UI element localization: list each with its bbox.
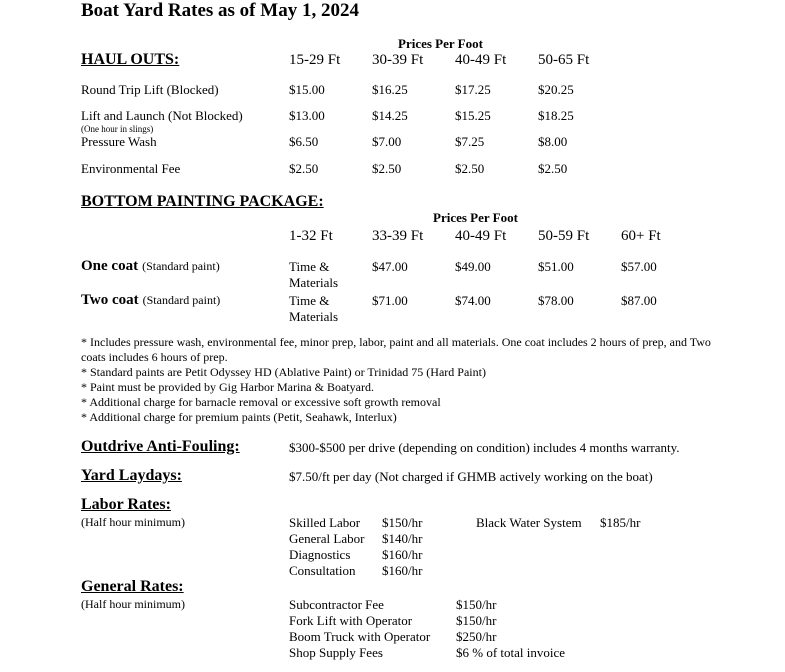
bottom-painting-col-header: 50-59 Ft — [538, 228, 590, 244]
laydays-heading: Yard Laydays: — [81, 467, 182, 484]
bottom-painting-cell: $47.00 — [372, 259, 408, 274]
bottom-painting-cell: $78.00 — [538, 293, 574, 308]
general-item-label: Subcontractor Fee — [289, 597, 384, 612]
note-item: * Includes pressure wash, environmental fee, minor prep, labor, paint and all materials. One coat includes 2 hours of prep, and Two coats includes 6 hours of prep. — [81, 335, 711, 364]
bottom-painting-prices-per-foot: Prices Per Foot — [433, 210, 518, 225]
haul-outs-prices-per-foot: Prices Per Foot — [398, 36, 483, 51]
haul-outs-cell: $16.25 — [372, 82, 408, 97]
haul-outs-cell: $2.50 — [538, 161, 568, 176]
haul-outs-cell: $15.25 — [455, 108, 491, 123]
page-title: Boat Yard Rates as of May 1, 2024 — [81, 0, 359, 21]
haul-outs-col-header: 50-65 Ft — [538, 52, 590, 68]
bottom-painting-cell: $57.00 — [621, 259, 657, 274]
bottom-painting-heading: BOTTOM PAINTING PACKAGE: — [81, 193, 324, 210]
bottom-painting-col-header: 60+ Ft — [621, 228, 661, 244]
note-item: * Standard paints are Petit Odyssey HD (Ablative Paint) or Trinidad 75 (Hard Paint) — [81, 365, 486, 379]
haul-outs-heading: HAUL OUTS: — [81, 51, 180, 68]
bottom-painting-cell: $49.00 — [455, 259, 491, 274]
two-coat-label-group — [81, 291, 220, 309]
haul-outs-cell: $2.50 — [372, 161, 402, 176]
two-coat-qualifier: (Standard paint) — [142, 293, 221, 307]
labor-item-label: Diagnostics — [289, 547, 351, 562]
haul-outs-col-header: 30-39 Ft — [372, 52, 424, 68]
haul-outs-row-note: (One hour in slings) — [81, 124, 154, 134]
haul-outs-cell: $6.50 — [289, 134, 319, 149]
bottom-painting-col-header: 1-32 Ft — [289, 228, 333, 244]
one-coat-label: One coat — [81, 258, 139, 274]
general-item-price: $6 % of total invoice — [456, 645, 566, 660]
haul-outs-cell: $7.25 — [455, 134, 485, 149]
haul-outs-cell: $8.00 — [538, 134, 568, 149]
haul-outs-row-label: Lift and Launch (Not Blocked) — [81, 108, 243, 123]
note-item: * Additional charge for premium paints (Petit, Seahawk, Interlux) — [81, 410, 397, 424]
haul-outs-cell: $17.25 — [455, 82, 491, 97]
note-item: * Additional charge for barnacle removal or excessive soft growth removal — [81, 395, 441, 409]
labor-note: (Half hour minimum) — [81, 515, 185, 529]
labor-item-price: $150/hr — [382, 515, 423, 530]
labor-item-price: $140/hr — [382, 531, 423, 546]
haul-outs-cell: $18.25 — [538, 108, 574, 123]
bottom-painting-col-header: 33-39 Ft — [372, 228, 424, 244]
note-item: * Paint must be provided by Gig Harbor Marina & Boatyard. — [81, 380, 374, 394]
outdrive-text: $300-$500 per drive (depending on condition) includes 4 months warranty. — [289, 440, 680, 455]
general-item-price: $150/hr — [456, 597, 497, 612]
one-coat-time-materials-line2: Materials — [289, 275, 339, 290]
bottom-painting-notes — [81, 335, 731, 425]
one-coat-qualifier: (Standard paint) — [142, 259, 220, 273]
laydays-text: $7.50/ft per day (Not charged if GHMB actively working on the boat) — [289, 469, 653, 484]
bottom-painting-cell: $87.00 — [621, 293, 657, 308]
general-item-label: Fork Lift with Operator — [289, 613, 413, 628]
black-water-label: Black Water System — [476, 515, 582, 530]
haul-outs-cell: $15.00 — [289, 82, 325, 97]
two-coat-time-materials-line1: Time & — [289, 293, 330, 308]
haul-outs-col-header: 15-29 Ft — [289, 52, 341, 68]
two-coat-label: Two coat — [81, 292, 139, 308]
haul-outs-col-header: 40-49 Ft — [455, 52, 507, 68]
one-coat-label-group — [81, 257, 220, 275]
haul-outs-row-label: Environmental Fee — [81, 161, 181, 176]
haul-outs-cell: $14.25 — [372, 108, 408, 123]
bottom-painting-cell: $71.00 — [372, 293, 408, 308]
labor-item-price: $160/hr — [382, 547, 423, 562]
labor-item-label: General Labor — [289, 531, 365, 546]
bottom-painting-cell: $74.00 — [455, 293, 491, 308]
haul-outs-cell: $20.25 — [538, 82, 574, 97]
haul-outs-cell: $13.00 — [289, 108, 325, 123]
black-water-price: $185/hr — [600, 515, 641, 530]
bottom-painting-cell: $51.00 — [538, 259, 574, 274]
one-coat-time-materials-line1: Time & — [289, 259, 330, 274]
general-item-label: Shop Supply Fees — [289, 645, 383, 660]
labor-heading: Labor Rates: — [81, 496, 171, 513]
bottom-painting-col-header: 40-49 Ft — [455, 228, 507, 244]
haul-outs-cell: $2.50 — [455, 161, 485, 176]
haul-outs-cell: $7.00 — [372, 134, 402, 149]
haul-outs-cell: $2.50 — [289, 161, 319, 176]
labor-item-label: Consultation — [289, 563, 356, 578]
two-coat-time-materials-line2: Materials — [289, 309, 339, 324]
general-heading: General Rates: — [81, 578, 184, 595]
general-item-price: $150/hr — [456, 613, 497, 628]
general-item-label: Boom Truck with Operator — [289, 629, 431, 644]
haul-outs-row-label: Round Trip Lift (Blocked) — [81, 82, 219, 97]
general-item-price: $250/hr — [456, 629, 497, 644]
labor-item-label: Skilled Labor — [289, 515, 361, 530]
outdrive-heading: Outdrive Anti-Fouling: — [81, 438, 240, 455]
labor-item-price: $160/hr — [382, 563, 423, 578]
haul-outs-row-label: Pressure Wash — [81, 134, 157, 149]
general-note: (Half hour minimum) — [81, 597, 185, 611]
